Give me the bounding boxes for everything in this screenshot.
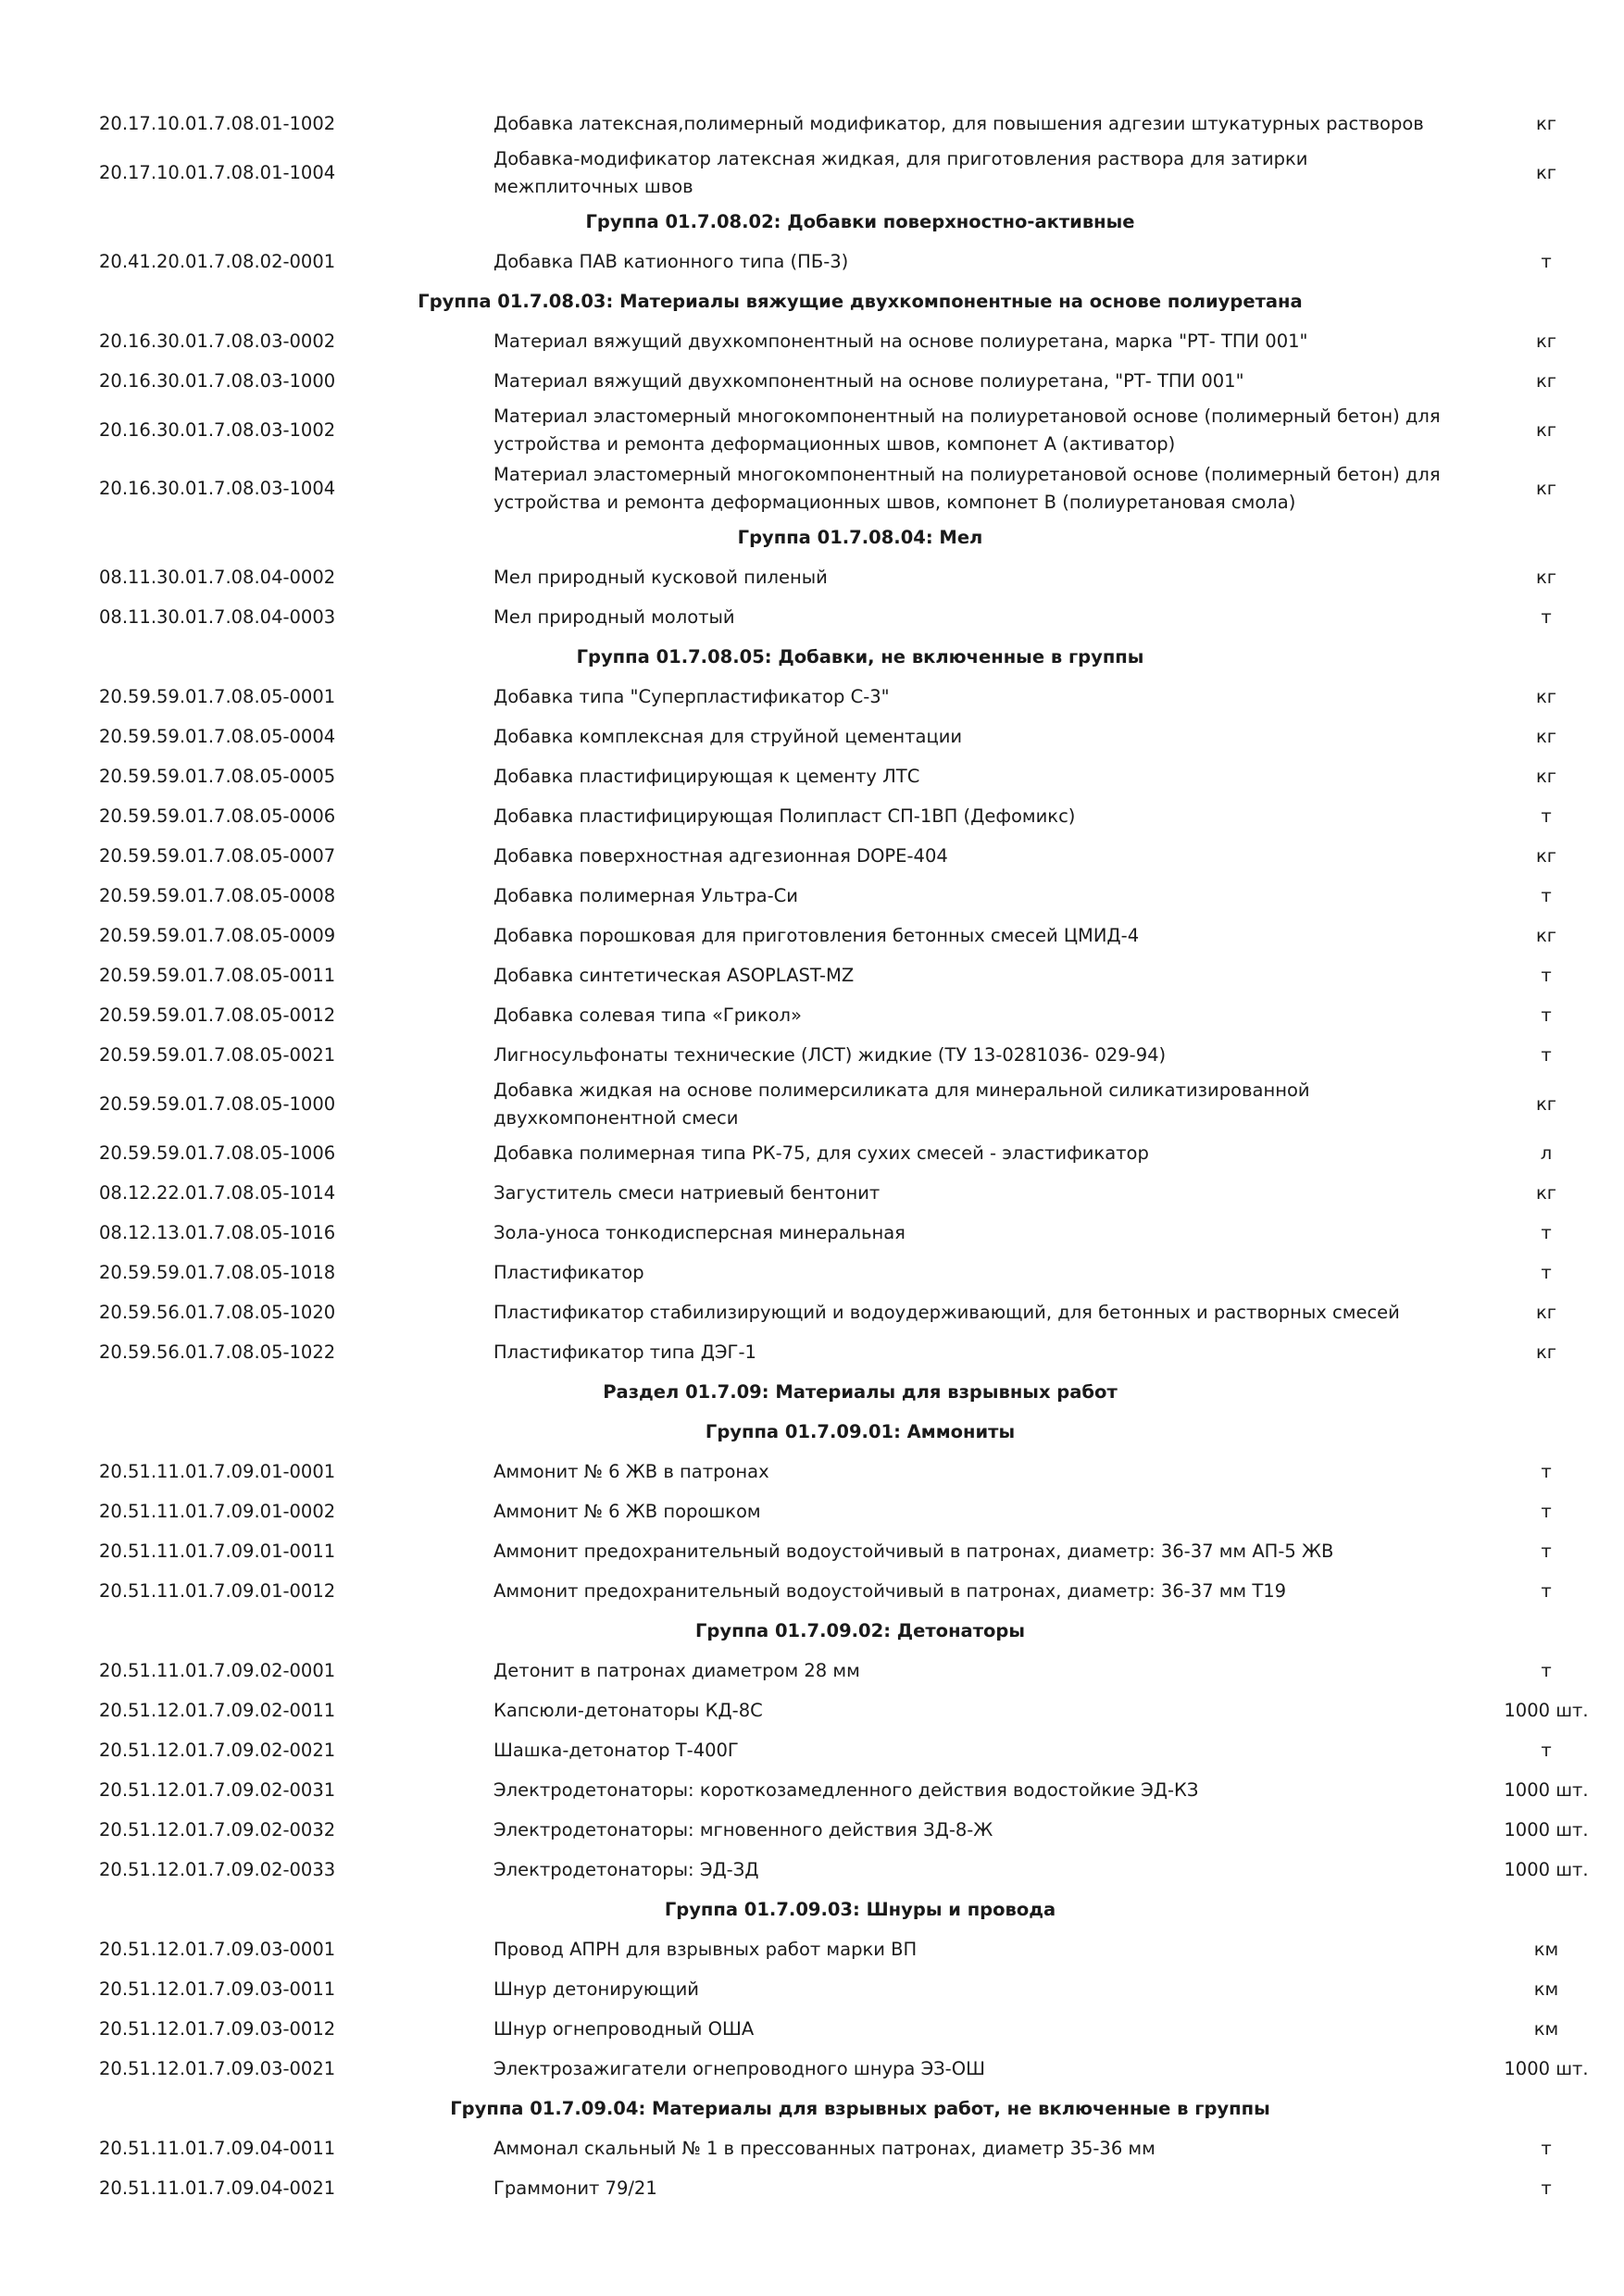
resource-code: 20.51.11.01.7.09.01-0012 (99, 1579, 336, 1602)
resource-code: 20.51.12.01.7.09.03-0011 (99, 1978, 336, 2000)
group-heading (0, 2089, 1624, 2128)
group-heading (0, 281, 1624, 321)
resource-name: Добавка-модификатор латексная жидкая, для приготовления раствора для затирки межплиточных швов (493, 147, 1308, 197)
table-row (0, 1929, 1624, 1969)
resource-code: 20.17.10.01.7.08.01-1004 (99, 161, 336, 183)
table-row (0, 1651, 1624, 1691)
resource-name: Мел природный молотый (493, 605, 735, 628)
resource-name: Детонит в патронах диаметром 28 мм (493, 1659, 860, 1681)
resource-code: 08.12.22.01.7.08.05-1014 (99, 1181, 336, 1204)
table-row (0, 1292, 1624, 1332)
resource-code: 20.59.59.01.7.08.05-1018 (99, 1261, 336, 1283)
resource-unit: кг (1535, 112, 1557, 134)
resource-unit: т (1541, 2137, 1552, 2159)
table-row (0, 1730, 1624, 1770)
table-row (0, 242, 1624, 281)
resource-code: 20.59.59.01.7.08.05-1000 (99, 1092, 336, 1115)
resource-unit: 1000 шт. (1504, 1699, 1589, 1721)
group-heading-text: Группа 01.7.08.02: Добавки поверхностно-активные (585, 210, 1135, 232)
resource-code: 20.41.20.01.7.08.02-0001 (99, 250, 336, 272)
resource-unit: т (1541, 1579, 1552, 1602)
resource-name: Мел природный кусковой пиленый (493, 566, 828, 588)
resource-unit: т (1541, 1540, 1552, 1562)
resource-code: 20.51.12.01.7.09.02-0031 (99, 1778, 336, 1801)
resource-unit: кг (1535, 1092, 1557, 1115)
table-row (0, 916, 1624, 955)
resource-name: Аммонит № 6 ЖВ порошком (493, 1500, 761, 1522)
resource-code: 20.59.59.01.7.08.05-0012 (99, 1004, 336, 1026)
table-row (0, 104, 1624, 144)
resource-code: 08.12.13.01.7.08.05-1016 (99, 1221, 336, 1243)
resource-unit: кг (1535, 566, 1557, 588)
resource-unit: т (1541, 1043, 1552, 1066)
resource-name: Аммонит № 6 ЖВ в патронах (493, 1460, 769, 1482)
resource-name: Добавка жидкая на основе полимерсиликата для минеральной силикатизированной двухкомпонентной смеси (493, 1079, 1310, 1129)
resource-unit: 1000 шт. (1504, 1818, 1589, 1841)
table-row (0, 321, 1624, 361)
resource-unit: кг (1535, 725, 1557, 747)
resource-name: Аммонал скальный № 1 в прессованных патронах, диаметр 35-36 мм (493, 2137, 1156, 2159)
resource-name: Загуститель смеси натриевый бентонит (493, 1181, 881, 1204)
resource-unit: кг (1535, 418, 1557, 441)
resource-name: Добавка солевая типа «Грикол» (493, 1004, 802, 1026)
resource-code: 20.51.12.01.7.09.02-0033 (99, 1858, 336, 1880)
resource-code: 20.59.59.01.7.08.05-0008 (99, 884, 336, 906)
resource-unit: т (1541, 1460, 1552, 1482)
resource-code: 20.51.11.01.7.09.01-0001 (99, 1460, 336, 1482)
resource-unit: кг (1535, 161, 1557, 183)
resource-name: Материал вяжущий двухкомпонентный на основе полиуретана, "РТ- ТПИ 001" (493, 369, 1244, 392)
resource-unit: т (1541, 1659, 1552, 1681)
resource-unit: т (1541, 1261, 1552, 1283)
resource-unit: км (1533, 1978, 1559, 2000)
resource-unit: кг (1535, 1301, 1557, 1323)
resource-unit: т (1541, 250, 1552, 272)
resource-code: 20.51.11.01.7.09.02-0001 (99, 1659, 336, 1681)
group-heading (0, 202, 1624, 242)
table-row (0, 995, 1624, 1035)
resource-code: 20.51.12.01.7.09.03-0021 (99, 2057, 336, 2079)
resource-name: Добавка ПАВ катионного типа (ПБ-3) (493, 250, 849, 272)
resource-unit: 1000 шт. (1504, 1858, 1589, 1880)
resource-name: Добавка латексная,полимерный модификатор, для повышения адгезии штукатурных растворов (493, 112, 1424, 134)
resource-unit: кг (1535, 765, 1557, 787)
resource-name: Добавка пластифицирующая к цементу ЛТС (493, 765, 920, 787)
resource-name: Материал эластомерный многокомпонентный на полиуретановой основе (полимерный бетон) для устройства и ремонта деформационных швов, компонет В (полиуретановая смола) (493, 463, 1441, 513)
resource-code: 20.59.59.01.7.08.05-0021 (99, 1043, 336, 1066)
resource-name: Материал эластомерный многокомпонентный на полиуретановой основе (полимерный бетон) для устройства и ремонта деформационных швов, компонет А (активатор) (493, 405, 1441, 455)
resource-unit: т (1541, 2177, 1552, 2199)
resource-unit: т (1541, 1500, 1552, 1522)
table-row (0, 677, 1624, 717)
table-row (0, 1491, 1624, 1531)
resource-code: 20.51.12.01.7.09.03-0012 (99, 2017, 336, 2040)
resource-code: 20.59.59.01.7.08.05-0004 (99, 725, 336, 747)
table-row (0, 1133, 1624, 1173)
resource-unit: кг (1535, 1341, 1557, 1363)
resource-name: Добавка пластифицирующая Полипласт СП-1ВП (Дефомикс) (493, 805, 1076, 827)
table-row (0, 1571, 1624, 1611)
table-row (0, 1253, 1624, 1292)
resource-code: 20.59.59.01.7.08.05-0009 (99, 924, 336, 946)
table-row (0, 2009, 1624, 2049)
resource-name: Добавка комплексная для струйной цементации (493, 725, 963, 747)
resource-name: Шнур огнепроводный ОША (493, 2017, 755, 2040)
resource-unit: т (1541, 1004, 1552, 1026)
table-row (0, 361, 1624, 401)
resource-unit: кг (1535, 924, 1557, 946)
group-heading (0, 637, 1624, 677)
resource-name: Добавка порошковая для приготовления бетонных смесей ЦМИД-4 (493, 924, 1140, 946)
table-row (0, 796, 1624, 836)
resource-unit: кг (1535, 369, 1557, 392)
resource-name: Электродетонаторы: мгновенного действия ЗД-8-Ж (493, 1818, 993, 1841)
resource-unit: 1000 шт. (1504, 2057, 1589, 2079)
table-row (0, 1035, 1624, 1075)
table-row (0, 2128, 1624, 2168)
group-heading-text: Группа 01.7.09.04: Материалы для взрывных работ, не включенные в группы (450, 2097, 1270, 2119)
table-row (0, 1452, 1624, 1491)
resource-name: Лигносульфонаты технические (ЛСТ) жидкие (ТУ 13-0281036- 029-94) (493, 1043, 1167, 1066)
table-row (0, 2168, 1624, 2208)
resource-code: 20.51.12.01.7.09.02-0011 (99, 1699, 336, 1721)
resource-unit: т (1541, 964, 1552, 986)
resource-code: 20.17.10.01.7.08.01-1002 (99, 112, 336, 134)
resource-unit: кг (1535, 330, 1557, 352)
resource-code: 20.59.59.01.7.08.05-0001 (99, 685, 336, 707)
table-row (0, 955, 1624, 995)
group-heading-text: Раздел 01.7.09: Материалы для взрывных работ (603, 1380, 1118, 1403)
table-row (0, 836, 1624, 876)
resource-code: 20.16.30.01.7.08.03-1002 (99, 418, 336, 441)
resource-code: 20.59.59.01.7.08.05-0011 (99, 964, 336, 986)
resource-name: Аммонит предохранительный водоустойчивый в патронах, диаметр: 36-37 мм АП-5 ЖВ (493, 1540, 1334, 1562)
resource-name: Пластификатор (493, 1261, 644, 1283)
resource-unit: т (1541, 805, 1552, 827)
resource-name: Электродетонаторы: ЭД-ЗД (493, 1858, 759, 1880)
table-row (0, 717, 1624, 756)
resource-name: Граммонит 79/21 (493, 2177, 657, 2199)
resource-code: 20.59.56.01.7.08.05-1020 (99, 1301, 336, 1323)
resource-name: Добавка поверхностная адгезионная DOPE-404 (493, 844, 948, 867)
table-row (0, 1213, 1624, 1253)
resource-name: Провод АПРН для взрывных работ марки ВП (493, 1938, 918, 1960)
resource-code: 20.59.56.01.7.08.05-1022 (99, 1341, 336, 1363)
table-row (0, 459, 1624, 518)
resource-unit: т (1541, 605, 1552, 628)
resource-code: 20.51.12.01.7.09.02-0021 (99, 1739, 336, 1761)
resource-code: 20.59.59.01.7.08.05-0006 (99, 805, 336, 827)
resource-name: Пластификатор типа ДЭГ-1 (493, 1341, 756, 1363)
resource-unit: т (1541, 1221, 1552, 1243)
resource-unit: л (1540, 1142, 1553, 1164)
table-row (0, 557, 1624, 597)
resource-code: 20.59.59.01.7.08.05-0005 (99, 765, 336, 787)
table-row (0, 1332, 1624, 1372)
resource-unit: кг (1535, 477, 1557, 499)
resource-code: 20.16.30.01.7.08.03-0002 (99, 330, 336, 352)
resource-code: 20.51.12.01.7.09.02-0032 (99, 1818, 336, 1841)
resource-name: Добавка синтетическая ASOPLAST-MZ (493, 964, 855, 986)
resource-code: 20.51.11.01.7.09.01-0002 (99, 1500, 336, 1522)
resource-code: 20.51.11.01.7.09.01-0011 (99, 1540, 336, 1562)
group-heading (0, 1372, 1624, 1412)
table-row (0, 1075, 1624, 1133)
group-heading-text: Группа 01.7.09.02: Детонаторы (695, 1619, 1025, 1641)
group-heading-text: Группа 01.7.08.05: Добавки, не включенные в группы (576, 645, 1144, 668)
table-row (0, 2049, 1624, 2089)
resource-name: Добавка полимерная Ультра-Си (493, 884, 798, 906)
resource-unit: кг (1535, 844, 1557, 867)
resource-code: 20.51.12.01.7.09.03-0001 (99, 1938, 336, 1960)
resource-name: Материал вяжущий двухкомпонентный на основе полиуретана, марка "РТ- ТПИ 001" (493, 330, 1308, 352)
resource-code: 08.11.30.01.7.08.04-0002 (99, 566, 336, 588)
table-row (0, 1173, 1624, 1213)
resource-code: 20.59.59.01.7.08.05-0007 (99, 844, 336, 867)
resource-name: Аммонит предохранительный водоустойчивый в патронах, диаметр: 36-37 мм Т19 (493, 1579, 1287, 1602)
group-heading (0, 1890, 1624, 1929)
resource-name: Зола-уноса тонкодисперсная минеральная (493, 1221, 906, 1243)
resource-code: 20.51.11.01.7.09.04-0021 (99, 2177, 336, 2199)
resource-unit: км (1533, 1938, 1559, 1960)
group-heading (0, 518, 1624, 557)
group-heading-text: Группа 01.7.08.03: Материалы вяжущие двухкомпонентные на основе полиуретана (418, 290, 1303, 312)
resource-unit: км (1533, 2017, 1559, 2040)
resource-code: 08.11.30.01.7.08.04-0003 (99, 605, 336, 628)
group-heading (0, 1611, 1624, 1651)
resource-name: Пластификатор стабилизирующий и водоудерживающий, для бетонных и растворных смесей (493, 1301, 1400, 1323)
resource-unit: т (1541, 884, 1552, 906)
resource-code: 20.16.30.01.7.08.03-1000 (99, 369, 336, 392)
resource-code: 20.16.30.01.7.08.03-1004 (99, 477, 336, 499)
table-row (0, 1691, 1624, 1730)
resource-unit: кг (1535, 1181, 1557, 1204)
resource-name: Шнур детонирующий (493, 1978, 699, 2000)
group-heading-text: Группа 01.7.09.01: Аммониты (705, 1420, 1016, 1442)
resource-code: 20.59.59.01.7.08.05-1006 (99, 1142, 336, 1164)
resource-unit: кг (1535, 685, 1557, 707)
table-row (0, 1969, 1624, 2009)
resource-name: Капсюли-детонаторы КД-8С (493, 1699, 763, 1721)
resource-unit: т (1541, 1739, 1552, 1761)
table-row (0, 756, 1624, 796)
group-heading (0, 1412, 1624, 1452)
table-row (0, 1850, 1624, 1890)
table-row (0, 1770, 1624, 1810)
table-row (0, 144, 1624, 202)
resource-name: Электродетонаторы: короткозамедленного действия водостойкие ЭД-КЗ (493, 1778, 1199, 1801)
table-row (0, 597, 1624, 637)
table-row (0, 1531, 1624, 1571)
group-heading-text: Группа 01.7.09.03: Шнуры и провода (664, 1898, 1056, 1920)
resource-name: Электрозажигатели огнепроводного шнура ЭЗ-ОШ (493, 2057, 985, 2079)
document-table (0, 104, 1624, 2208)
resource-unit: 1000 шт. (1504, 1778, 1589, 1801)
table-row (0, 1810, 1624, 1850)
table-row (0, 876, 1624, 916)
resource-name: Добавка типа "Суперпластификатор С-3" (493, 685, 890, 707)
resource-name: Шашка-детонатор Т-400Г (493, 1739, 739, 1761)
resource-code: 20.51.11.01.7.09.04-0011 (99, 2137, 336, 2159)
group-heading-text: Группа 01.7.08.04: Мел (737, 526, 983, 548)
table-row (0, 401, 1624, 459)
resource-name: Добавка полимерная типа РК-75, для сухих смесей - эластификатор (493, 1142, 1149, 1164)
